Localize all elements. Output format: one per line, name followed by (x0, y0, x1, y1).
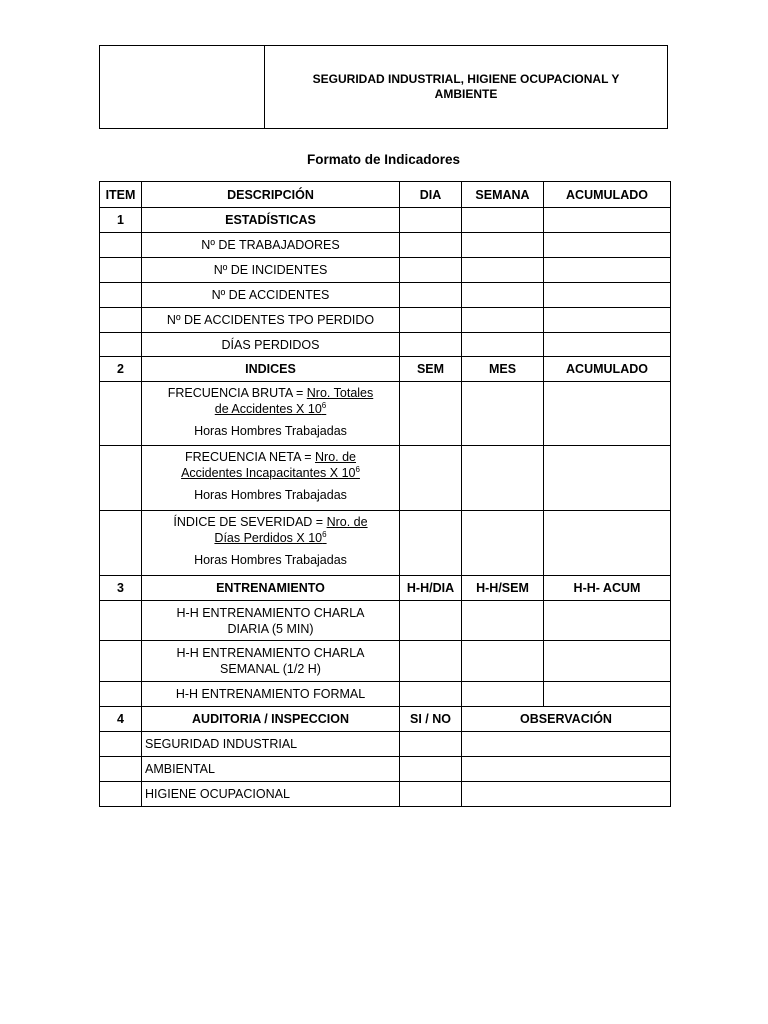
empty-cell (100, 682, 142, 707)
formula-numerator (181, 466, 360, 480)
column-header-observacion: OBSERVACIÓN (462, 707, 671, 732)
formula-numerator: Nro. de (315, 450, 356, 464)
section-title: INDICES (142, 357, 400, 382)
empty-cell (100, 308, 142, 333)
document-header (99, 45, 668, 129)
empty-cell (462, 682, 544, 707)
empty-cell (400, 641, 462, 682)
empty-cell (462, 283, 544, 308)
empty-cell (462, 446, 544, 511)
table-row (100, 308, 671, 333)
section-title: ENTRENAMIENTO (142, 576, 400, 601)
table-row (100, 682, 671, 707)
empty-cell (462, 601, 544, 641)
row-label (142, 601, 400, 641)
item-number: 2 (100, 357, 142, 382)
empty-cell (100, 757, 142, 782)
empty-cell (100, 732, 142, 757)
column-header-mes: MES (462, 357, 544, 382)
empty-cell (100, 258, 142, 283)
column-header-hh-sem: H-H/SEM (462, 576, 544, 601)
table-row (100, 283, 671, 308)
empty-cell (544, 682, 671, 707)
column-header-hh-acum: H-H- ACUM (544, 576, 671, 601)
formula-frecuencia-neta (142, 446, 400, 511)
row-label-line: DIARIA (5 MIN) (227, 621, 314, 636)
section-row-indices (100, 357, 671, 382)
empty-cell (544, 233, 671, 258)
formula-row (100, 382, 671, 446)
empty-cell (100, 782, 142, 807)
empty-cell (400, 601, 462, 641)
table-row (100, 732, 671, 757)
empty-cell (100, 601, 142, 641)
empty-cell (462, 757, 671, 782)
formula-lead: ÍNDICE DE SEVERIDAD = (173, 515, 327, 529)
exponent: 6 (355, 464, 360, 474)
column-header-semana: SEMANA (462, 182, 544, 208)
empty-cell (400, 208, 462, 233)
item-number: 1 (100, 208, 142, 233)
empty-cell (100, 233, 142, 258)
formula-numerator-text: Accidentes Incapacitantes X 10 (181, 466, 356, 480)
indicators-table (99, 181, 671, 807)
empty-cell (462, 308, 544, 333)
row-label-line: SEMANAL (1/2 H) (220, 662, 321, 676)
empty-cell (400, 382, 462, 446)
column-header-acumulado: ACUMULADO (544, 182, 671, 208)
column-header-dia: DIA (400, 182, 462, 208)
table-row (100, 333, 671, 357)
table-row (100, 782, 671, 807)
empty-cell (400, 757, 462, 782)
empty-cell (462, 782, 671, 807)
column-header-acumulado: ACUMULADO (544, 357, 671, 382)
row-label: H-H ENTRENAMIENTO FORMAL (142, 682, 400, 707)
item-number: 3 (100, 576, 142, 601)
empty-cell (100, 446, 142, 511)
empty-cell (544, 382, 671, 446)
formula-numerator-text: Días Perdidos X 10 (214, 531, 323, 545)
row-label: AMBIENTAL (142, 757, 400, 782)
empty-cell (544, 333, 671, 357)
empty-cell (462, 641, 544, 682)
row-label: Nº DE INCIDENTES (142, 258, 400, 283)
empty-cell (400, 233, 462, 258)
formula-lead: FRECUENCIA NETA = (184, 450, 315, 464)
item-number: 4 (100, 707, 142, 732)
empty-cell (462, 258, 544, 283)
empty-cell (544, 511, 671, 576)
table-row (100, 641, 671, 682)
empty-cell (100, 283, 142, 308)
empty-cell (462, 233, 544, 258)
row-label: SEGURIDAD INDUSTRIAL (142, 732, 400, 757)
formula-row (100, 511, 671, 576)
empty-cell (100, 511, 142, 576)
empty-cell (544, 641, 671, 682)
empty-cell (400, 782, 462, 807)
formula-denominator: Horas Hombres Trabajadas (194, 553, 347, 567)
empty-cell (544, 446, 671, 511)
empty-cell (544, 208, 671, 233)
section-row-entrenamiento (100, 576, 671, 601)
table-row (100, 233, 671, 258)
row-label-line: H-H ENTRENAMIENTO CHARLA (176, 646, 365, 660)
column-header-item: ITEM (100, 182, 142, 208)
row-label (142, 641, 400, 682)
header-title: SEGURIDAD INDUSTRIAL, HIGIENE OCUPACIONAL Y AMBIENTE (312, 72, 620, 101)
row-label: HIGIENE OCUPACIONAL (142, 782, 400, 807)
formula-numerator-text: de Accidentes X 10 (214, 402, 322, 416)
empty-cell (400, 333, 462, 357)
exponent: 6 (322, 529, 327, 539)
row-label: Nº DE ACCIDENTES (142, 283, 400, 308)
empty-cell (544, 283, 671, 308)
empty-cell (544, 258, 671, 283)
row-label: DÍAS PERDIDOS (142, 333, 400, 357)
section-title: AUDITORIA / INSPECCION (142, 707, 400, 732)
formula-numerator: Nro. de (326, 515, 368, 529)
empty-cell (462, 511, 544, 576)
formula-numerator (215, 402, 326, 416)
empty-cell (400, 258, 462, 283)
empty-cell (400, 682, 462, 707)
logo-placeholder (100, 46, 265, 128)
empty-cell (100, 641, 142, 682)
section-row-auditoria (100, 707, 671, 732)
empty-cell (100, 382, 142, 446)
empty-cell (400, 446, 462, 511)
formula-denominator: Horas Hombres Trabajadas (194, 424, 347, 438)
empty-cell (100, 333, 142, 357)
formula-numerator (214, 531, 326, 545)
empty-cell (400, 308, 462, 333)
formula-numerator: Nro. Totales (306, 386, 374, 400)
section-title: ESTADÍSTICAS (142, 208, 400, 233)
empty-cell (400, 511, 462, 576)
column-header-sem: SEM (400, 357, 462, 382)
empty-cell (400, 732, 462, 757)
empty-cell (544, 308, 671, 333)
document-title: Formato de Indicadores (306, 152, 461, 167)
column-header-hh-dia: H-H/DIA (400, 576, 462, 601)
row-label: Nº DE TRABAJADORES (142, 233, 400, 258)
empty-cell (462, 333, 544, 357)
empty-cell (462, 732, 671, 757)
formula-indice-severidad (142, 511, 400, 576)
empty-cell (544, 601, 671, 641)
formula-row (100, 446, 671, 511)
empty-cell (400, 283, 462, 308)
table-row (100, 601, 671, 641)
row-label-line: H-H ENTRENAMIENTO CHARLA (176, 605, 365, 620)
empty-cell (462, 208, 544, 233)
column-header-si-no: SI / NO (400, 707, 462, 732)
formula-lead: FRECUENCIA BRUTA = (167, 386, 307, 400)
table-header-row (100, 182, 671, 208)
empty-cell (462, 382, 544, 446)
table-row (100, 757, 671, 782)
column-header-description: DESCRIPCIÓN (142, 182, 400, 208)
row-label: Nº DE ACCIDENTES TPO PERDIDO (142, 308, 400, 333)
table-row (100, 258, 671, 283)
formula-frecuencia-bruta (142, 382, 400, 446)
formula-denominator: Horas Hombres Trabajadas (194, 488, 347, 502)
section-row-estadisticas (100, 208, 671, 233)
exponent: 6 (321, 400, 327, 410)
